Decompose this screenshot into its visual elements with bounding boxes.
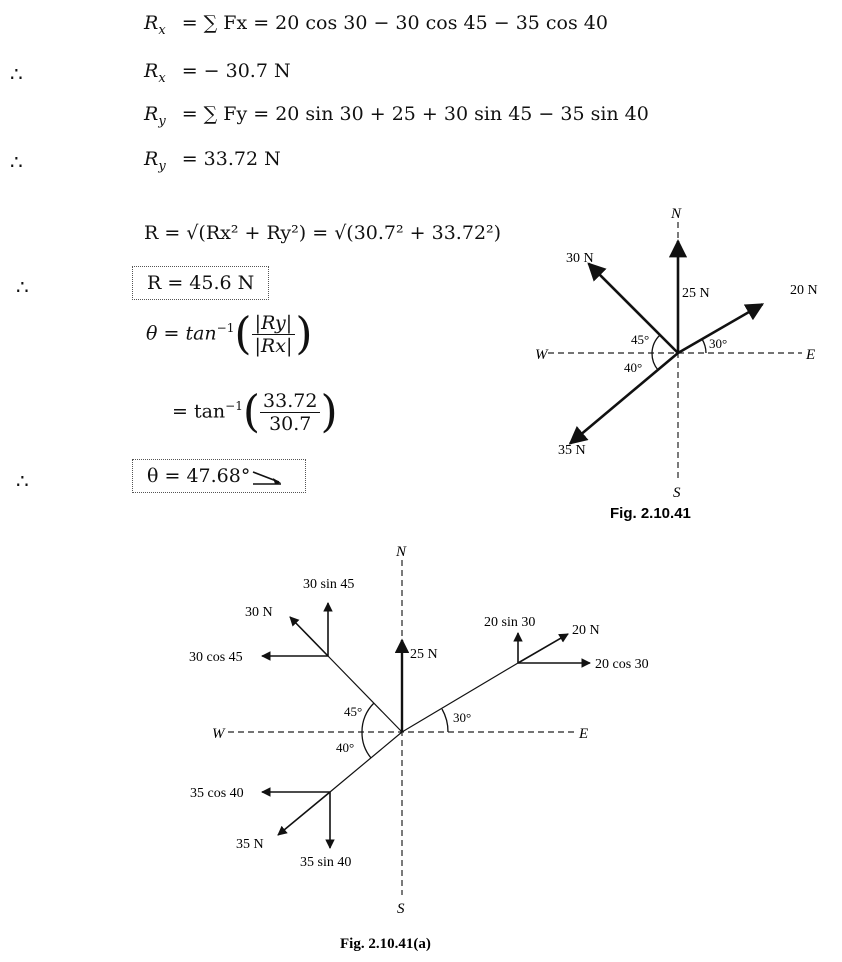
fig2-label-20cos30: 20 cos 30 <box>595 657 649 672</box>
equation-theta-numeric: = $\tan^{-1}$( $\frac{33.72}{30.7}$ ) <box>172 386 338 438</box>
fig2-angle-label-30: 30° <box>453 710 472 725</box>
fig2-compass-n: N <box>396 544 407 560</box>
therefore-symbol: ∴ <box>10 62 23 86</box>
fig1-compass-w: W <box>535 347 548 363</box>
fig2-label-35sin40: 35 sin 40 <box>300 855 352 870</box>
equation-ry-value: $R_y = 33.72$ N <box>144 148 281 174</box>
fig1-angle-arc-30 <box>702 339 706 353</box>
fig1-angle-label-30: 30° <box>709 336 728 351</box>
fig2-angle-arc-45 <box>362 703 374 732</box>
fig2-angle-label-45: 45° <box>344 704 363 719</box>
fig1-label-30n: 30 N <box>566 251 594 266</box>
therefore-symbol: ∴ <box>16 275 29 299</box>
fig1-angle-arc-40 <box>652 353 658 370</box>
fig2-label-25n: 25 N <box>410 647 438 662</box>
fig2-label-35n: 35 N <box>236 837 264 852</box>
fig2-compass-e: E <box>579 726 589 742</box>
fig2-arrow-20n <box>518 634 568 663</box>
fig2-compass-s: S <box>397 901 405 917</box>
fig1-compass-s: S <box>673 485 681 501</box>
fig2-label-20sin30: 20 sin 30 <box>484 615 536 630</box>
equation-r-formula: R = √(Rx² + Ry²) = √(30.7² + 33.72²) <box>144 222 502 244</box>
result-theta-value: θ = 47.68° <box>147 465 251 487</box>
fig2-arrow-35n <box>278 792 330 835</box>
fig2-angle-label-40: 40° <box>336 740 355 755</box>
equation-rx-sum: $R_x$ = ∑ Fx = 20 cos 30 − 30 cos 45 − 35 cos 40 <box>144 12 608 38</box>
fig2-label-35cos40: 35 cos 40 <box>190 786 244 801</box>
fig1-angle-label-45: 45° <box>631 332 650 347</box>
fig2-label-30cos45: 30 cos 45 <box>189 650 243 665</box>
fig1-compass-n: N <box>671 206 682 222</box>
fig1-label-35n: 35 N <box>558 443 586 458</box>
result-r-value: R = 45.6 N <box>147 272 255 294</box>
fig2-angle-arc-40 <box>362 732 371 758</box>
fig2-label-30sin45: 30 sin 45 <box>303 577 355 592</box>
fig1-angle-label-40: 40° <box>624 360 643 375</box>
fig1-caption: Fig. 2.10.41 <box>610 505 691 522</box>
therefore-symbol: ∴ <box>10 150 23 174</box>
fig1-angle-arc-45 <box>652 335 660 353</box>
fig1-label-25n: 25 N <box>682 286 710 301</box>
fig2-label-20n: 20 N <box>572 623 600 638</box>
fig2-caption: Fig. 2.10.41(a) <box>340 936 431 952</box>
fig2-arrow-30n <box>290 617 328 656</box>
equation-ry-sum: $R_y$ = ∑ Fy = 20 sin 30 + 25 + 30 sin 45 − 35 sin 40 <box>144 103 649 129</box>
fig2-compass-w: W <box>212 726 225 742</box>
therefore-symbol: ∴ <box>16 469 29 493</box>
fig2-line-30n <box>328 656 402 732</box>
equation-rx-value: $R_x$ = − 30.7 N <box>144 60 291 86</box>
fig2-angle-arc-30 <box>442 709 448 732</box>
fig1-label-20n: 20 N <box>790 283 818 298</box>
fig2-label-30n: 30 N <box>245 605 273 620</box>
fig1-compass-e: E <box>806 347 816 363</box>
equation-theta-formula: $\theta = \tan^{-1}$( $\frac{|Ry|}{|Rx|}$ ) <box>146 308 313 360</box>
